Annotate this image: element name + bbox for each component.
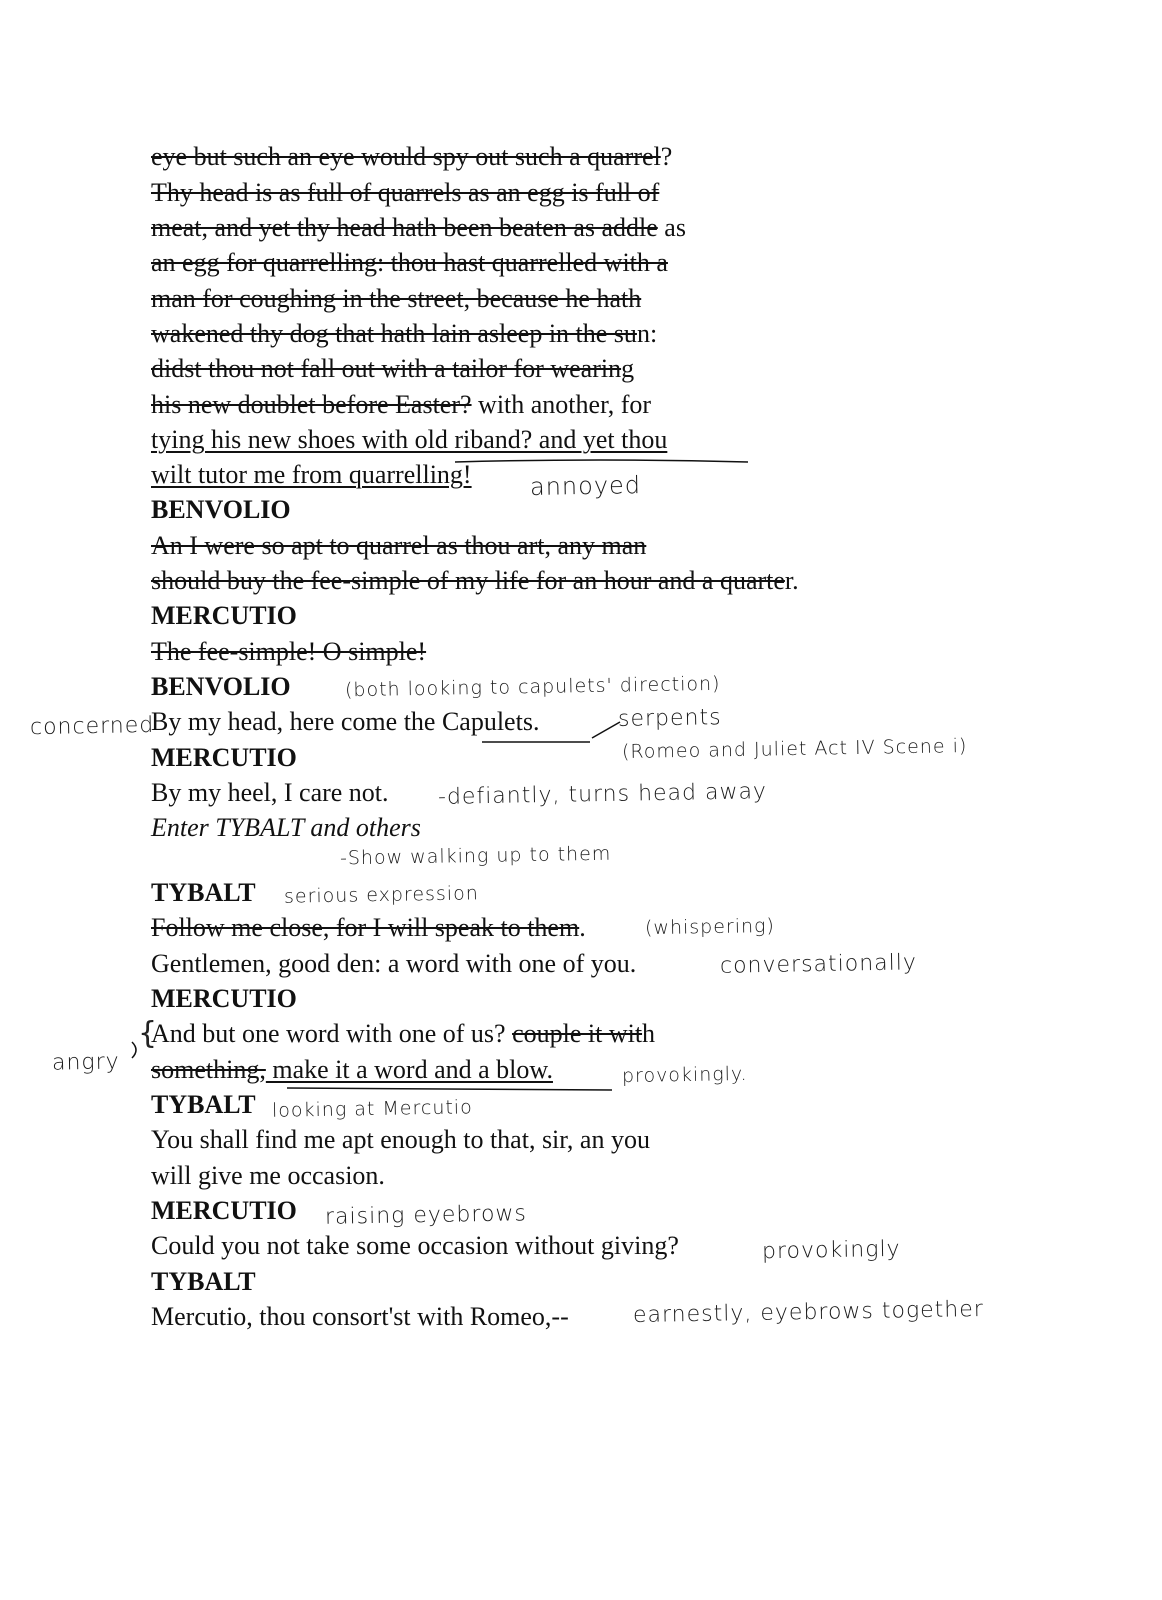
struck-text: eye but such an eye would spy out such a quarrel	[151, 142, 661, 171]
script-line	[151, 565, 799, 597]
struck-text: Follow me close, for I will speak to them	[151, 913, 580, 942]
note-annoyed: annoyed	[529, 471, 642, 501]
speaker-name: MERCUTIO	[151, 984, 297, 1013]
line-text: will give me occasion.	[151, 1161, 385, 1190]
script-line	[151, 948, 636, 980]
line-text: wilt tutor me from quarrelling!	[151, 460, 472, 489]
script-line	[151, 1301, 569, 1333]
note-conversationally: conversationally	[719, 950, 918, 979]
struck-text: man for coughing in the street, because he hath	[151, 284, 642, 313]
speaker-name: TYBALT	[151, 878, 256, 907]
script-line	[151, 1160, 385, 1192]
script-line	[151, 318, 657, 350]
arrow-stroke	[592, 722, 620, 738]
note-concerned: concerned	[29, 712, 155, 741]
struck-text: Thy head is as full of quarrels as an egg is full of	[151, 178, 660, 207]
script-line	[151, 424, 667, 456]
script-line	[151, 389, 651, 421]
note-show-walking: -Show walking up to them	[339, 842, 612, 870]
script-line	[151, 1018, 655, 1050]
script-line	[151, 283, 641, 315]
line-text: Could you not take some occasion without giving?	[151, 1231, 679, 1260]
speaker-name: BENVOLIO	[151, 495, 291, 524]
speaker-name: MERCUTIO	[151, 1196, 297, 1225]
line-text: ?	[660, 142, 673, 171]
struck-text: wakened thy dog that hath lain asleep in the su	[151, 319, 637, 348]
line-text: as	[657, 213, 686, 242]
struck-text: something,	[151, 1055, 266, 1084]
note-defiantly: -defiantly, turns head away	[437, 779, 768, 810]
struck-text: The fee-simple! O simple!	[151, 637, 427, 666]
line-text: By my head, here come the Capulets.	[151, 707, 540, 736]
line-text: h	[642, 1019, 656, 1048]
note-romeo-reference: (Romeo and Juliet Act IV Scene i)	[621, 734, 968, 764]
speaker-name: TYBALT	[151, 1267, 256, 1296]
line-text: g	[621, 354, 635, 383]
note-earnestly: earnestly, eyebrows together	[632, 1296, 985, 1329]
struck-text: his new doublet before Easter?	[151, 390, 472, 419]
struck-text: an egg for quarrelling: thou hast quarrelled with a	[151, 248, 668, 277]
script-line	[151, 247, 668, 279]
stage-direction: Enter TYBALT and others	[151, 813, 421, 842]
line-text: with another, for	[471, 390, 652, 419]
script-line	[151, 636, 426, 668]
script-line	[151, 530, 646, 562]
note-provokingly-2: provokingly	[761, 1236, 901, 1265]
script-line	[151, 1230, 679, 1262]
script-line	[151, 459, 472, 491]
struck-text: An I were so apt to quarrel as thou art, any man	[151, 531, 647, 560]
underline-stroke	[455, 460, 748, 462]
line-text: By my heel, I care not.	[151, 778, 389, 807]
line-text: make it a word and a blow.	[265, 1055, 553, 1084]
script-line	[151, 706, 539, 738]
note-serpents: serpents	[617, 705, 722, 732]
note-looking-at: looking at Mercutio	[271, 1096, 473, 1122]
speaker-name: BENVOLIO	[151, 672, 291, 701]
script-line	[151, 141, 672, 173]
line-text: .	[579, 913, 586, 942]
speaker-name: MERCUTIO	[151, 601, 297, 630]
script-line	[151, 353, 634, 385]
speaker-name: MERCUTIO	[151, 743, 297, 772]
note-both-looking: (both looking to capulets' direction)	[344, 672, 721, 702]
note-provokingly-1: provokingly.	[621, 1062, 748, 1088]
script-line	[151, 1054, 553, 1086]
line-text: And but one word with one of us?	[151, 1019, 513, 1048]
underline-stroke	[287, 1088, 612, 1090]
line-text: You shall find me apt enough to that, sir, an you	[151, 1125, 650, 1154]
line-text: n:	[636, 319, 658, 348]
note-angry: angry	[51, 1049, 120, 1076]
line-text: r.	[784, 566, 799, 595]
struck-text: didst thou not fall out with a tailor for wearin	[151, 354, 622, 383]
brace-icon: {	[138, 1016, 158, 1051]
struck-text: couple it wit	[512, 1019, 643, 1048]
script-line	[151, 1124, 650, 1156]
speaker-name: TYBALT	[151, 1090, 256, 1119]
struck-text: meat, and yet thy head hath been beaten as addle	[151, 213, 658, 242]
line-text: tying his new shoes with old riband? and yet thou	[151, 425, 668, 454]
note-raising: raising eyebrows	[324, 1201, 528, 1230]
script-line	[151, 912, 586, 944]
script-line	[151, 212, 686, 244]
line-text: Mercutio, thou consort'st with Romeo,--	[151, 1302, 569, 1331]
line-text: Gentlemen, good den: a word with one of you.	[151, 949, 637, 978]
struck-text: should buy the fee-simple of my life for an hour and a quarte	[151, 566, 785, 595]
brace-stroke	[132, 1042, 136, 1058]
script-line	[151, 177, 659, 209]
script-line	[151, 777, 389, 809]
note-serious: serious expression	[283, 882, 479, 908]
note-whispering: (whispering)	[644, 914, 776, 940]
